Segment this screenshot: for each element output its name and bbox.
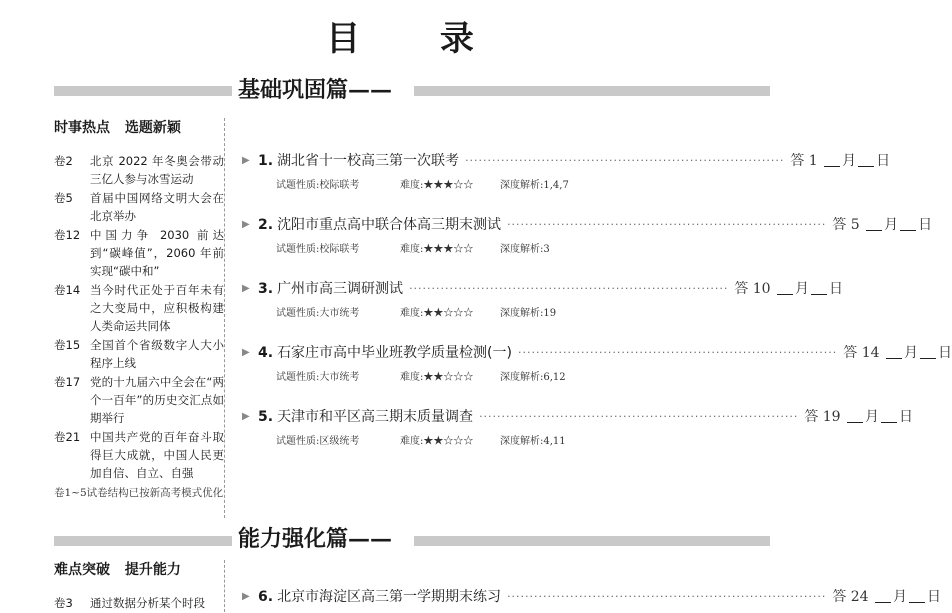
deep-analysis: 深度解析:6,12	[500, 372, 566, 383]
answer-page: 答 24 月 日	[832, 589, 942, 605]
day-blank[interactable]	[920, 344, 936, 359]
leader-dots: ·······································································	[518, 346, 838, 359]
topic-text: 党的十九届六中全会在“两个一百年”的历史交汇点如期举行	[90, 375, 224, 425]
topic-text: 通过数据分析某个时段	[90, 596, 205, 610]
sidebar-divider	[224, 118, 225, 518]
day-blank[interactable]	[900, 216, 916, 231]
toc-entry-2[interactable]	[242, 214, 933, 258]
sidebar-list	[54, 152, 224, 483]
volume-label: 卷21	[54, 430, 81, 444]
sidebar-note: 卷1~5试卷结构已按新高考模式优化	[54, 487, 224, 499]
toc-entry-3[interactable]	[242, 278, 844, 322]
sidebar-divider	[224, 560, 225, 612]
day-blank[interactable]	[858, 152, 874, 167]
toc-entry-4[interactable]	[242, 342, 952, 386]
entry-title: 石家庄市高中毕业班教学质量检测(一)	[277, 345, 512, 361]
sidebar-heading-difficulties: 难点突破 提升能力	[54, 562, 181, 578]
entry-title: 湖北省十一校高三第一次联考	[277, 153, 460, 169]
volume-label: 卷17	[54, 375, 81, 389]
month-blank[interactable]	[847, 408, 863, 423]
volume-label: 卷2	[54, 154, 73, 168]
month-blank[interactable]	[875, 588, 891, 603]
sidebar-heading-hotspots: 时事热点 选题新颖	[54, 120, 181, 136]
leader-dots: ·······································································	[507, 590, 827, 603]
answer-page: 答 5 月 日	[832, 217, 933, 233]
day-blank[interactable]	[909, 588, 925, 603]
triangle-bullet-icon: ▶	[242, 155, 250, 166]
toc-entry-5[interactable]	[242, 406, 914, 450]
difficulty: 难度:★★☆☆☆	[400, 436, 474, 447]
exam-nature: 试题性质:区级统考	[276, 436, 360, 447]
leader-dots: ·······································································	[507, 218, 827, 231]
section-bar-left	[54, 536, 238, 546]
leader-dots: ·······································································	[465, 154, 785, 167]
section-bar-right	[414, 536, 770, 546]
triangle-bullet-icon: ▶	[242, 283, 250, 294]
deep-analysis: 深度解析:1,4,7	[500, 180, 569, 191]
triangle-bullet-icon: ▶	[242, 347, 250, 358]
toc-entry-1[interactable]	[242, 150, 891, 194]
entry-number: 4.	[258, 345, 274, 361]
leader-dots: ·······································································	[479, 410, 799, 423]
triangle-bullet-icon: ▶	[242, 591, 250, 602]
triangle-bullet-icon: ▶	[242, 411, 250, 422]
topic-text: 全国首个省级数字人大小程序上线	[90, 338, 224, 370]
list-item	[54, 281, 224, 335]
list-item	[54, 226, 224, 280]
triangle-bullet-icon: ▶	[242, 219, 250, 230]
entry-number: 1.	[258, 153, 274, 169]
volume-label: 卷14	[54, 283, 81, 297]
sidebar-list-2	[54, 594, 224, 613]
section-bar-left	[54, 86, 238, 96]
exam-nature: 试题性质:大市统考	[276, 372, 360, 383]
answer-page: 答 14 月 日	[843, 345, 952, 361]
list-item	[54, 336, 224, 372]
volume-label: 卷12	[54, 228, 81, 242]
section-title-advanced: 能力强化篇——	[232, 524, 398, 554]
month-blank[interactable]	[777, 280, 793, 295]
section-title-basic: 基础巩固篇——	[232, 75, 398, 105]
entry-number: 2.	[258, 217, 274, 233]
day-blank[interactable]	[881, 408, 897, 423]
topic-text: 当今时代正处于百年未有之大变局中，应积极构建人类命运共同体	[90, 283, 224, 333]
volume-label: 卷5	[54, 191, 73, 205]
exam-nature: 试题性质:大市统考	[276, 308, 360, 319]
deep-analysis: 深度解析:3	[500, 244, 550, 255]
month-blank[interactable]	[824, 152, 840, 167]
topic-text: 首届中国网络文明大会在北京举办	[90, 191, 224, 223]
topic-text: 中国力争 2030 前达到“碳峰值”，2060 年前实现“碳中和”	[90, 228, 224, 278]
day-blank[interactable]	[811, 280, 827, 295]
entry-title: 北京市海淀区高三第一学期期末练习	[277, 589, 502, 605]
deep-analysis: 深度解析:4,11	[500, 436, 566, 447]
topic-text: 中国共产党的百年奋斗取得巨大成就，中国人民更加自信、自立、自强	[90, 430, 224, 480]
leader-dots: ·······································································	[409, 282, 729, 295]
difficulty: 难度:★★★☆☆	[400, 180, 474, 191]
entry-title: 天津市和平区高三期末质量调查	[277, 409, 474, 425]
entry-number: 5.	[258, 409, 274, 425]
month-blank[interactable]	[886, 344, 902, 359]
volume-label: 卷15	[54, 338, 81, 352]
answer-page: 答 19 月 日	[804, 409, 914, 425]
difficulty: 难度:★★☆☆☆	[400, 308, 474, 319]
list-item	[54, 152, 224, 188]
exam-nature: 试题性质:校际联考	[276, 244, 360, 255]
entry-title: 沈阳市重点高中联合体高三期末测试	[277, 217, 502, 233]
answer-page: 答 1 月 日	[790, 153, 891, 169]
exam-nature: 试题性质:校际联考	[276, 180, 360, 191]
section-bar-right	[414, 86, 770, 96]
topic-text: 北京 2022 年冬奥会带动三亿人参与冰雪运动	[90, 154, 224, 186]
volume-label: 卷3	[54, 596, 73, 610]
list-item	[54, 428, 224, 482]
difficulty: 难度:★★★☆☆	[400, 244, 474, 255]
month-blank[interactable]	[866, 216, 882, 231]
entry-title: 广州市高三调研测试	[277, 281, 404, 297]
difficulty: 难度:★★☆☆☆	[400, 372, 474, 383]
entry-number: 3.	[258, 281, 274, 297]
list-item	[54, 189, 224, 225]
page-title: 目 录	[326, 19, 508, 59]
toc-entry-6[interactable]	[242, 586, 942, 608]
deep-analysis: 深度解析:19	[500, 308, 557, 319]
entry-number: 6.	[258, 589, 274, 605]
list-item	[54, 373, 224, 427]
list-item	[54, 594, 224, 612]
answer-page: 答 10 月 日	[734, 281, 844, 297]
